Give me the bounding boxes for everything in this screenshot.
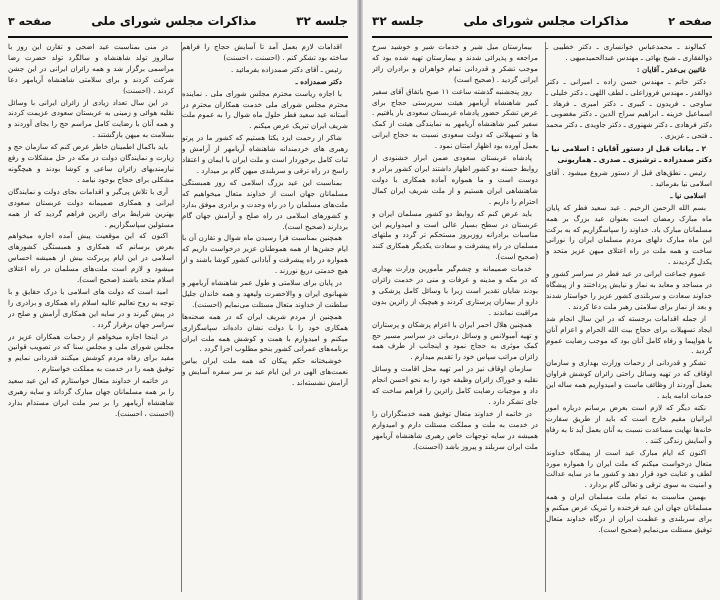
paragraph: دکتر حاتم ـ مهندس حسن زاده ـ امیرانی ـ دکتر ذوالقدر ـ مهندس فروزاعلی ـ لطف اللهی ـ دکتر خلیلی ـ ساوجی ـ فریدون ـ کبیری ـ دکتر امیری ـ فرهاد ـ اسماعیل خزینه ـ ابراهیم سراج الدین ـ دکتر مغضوبی ـ دکتر فرهادی ـ دکتر شهنوری ـ دکتر جاویدی ـ دکتر محمد ـ فتحی ـ عزیزی . — [546, 76, 712, 141]
right-column-left — [372, 42, 538, 596]
page-header — [372, 8, 712, 34]
speaker-name: دکتر صمدزاده ـ — [295, 76, 342, 86]
paragraph: باید باکمال اطمینان خاطر عرض کنم که سازمان حج و زیارت و نمایندگان دولت در مکه در حل مشکلات و رفع نیازمندیهای زائران ساعی و کوشا بودند و هیچگونه مشکلی برای حجاج بوجود نیامد . — [8, 142, 174, 184]
paragraph: رئیس ـ نطق‌های قبل از دستور شروع میشود . آقای اسلامی نیا بفرمائید . — [546, 167, 712, 188]
page-title: مذاکرات مجلس شورای ملی — [91, 14, 257, 28]
paragraph: روز پنجشنبه گذشته ساعت ۱۱ صبح باتفاق آقای سفیر کبیر شاهنشاه آریامهر هیئت سرپرستی حجاج برای عرض تشکر حضور پادشاه عربستان سعودی بار یافتیم . سفیر کبیر شاهنشاه آریامهر به نمایندگی هیئت از کمک ها و تسهیلاتی که دولت سعودی نسبت به حجاج ایرانی بعمل آورده بود اظهار امتنان نمود . — [372, 86, 538, 151]
header-rule — [372, 36, 712, 38]
paragraph: خوشبختانه حکم پیکان که همه ملت ایران بیاس نعمت‌های الهی در این ایام عید بر سر سفره آسایش و آرامش نشسته‌اند . — [182, 356, 348, 388]
paragraph: در اینجا اجازه میخواهم از زحمات همکاران عزیز در مجلس شورای ملی و مجلس سنا که در تصویب قوانین مفید برای رفاه مردم کوشش میکنند قدردانی نمایم و توفیق همه را در خدمت به مملکت خواستارم . — [8, 331, 174, 374]
paragraph: با اجازه ریاست محترم مجلس شورای ملی . نماینده محترم مجلس شورای ملی خدمت همکاران محترم در آستانه عید سعید فطر حلول ماه شوال را به عموم ملت شریف ایران تبریک عرض میکنم . — [182, 88, 348, 131]
paragraph: در پایان برای سلامتی و طول عمر شاهنشاه آریامهر و شهبانوی ایران و والاحضرت ولیعهد و همه خاندان جلیل سلطنت از خداوند متعال مسئلت می‌نمایم (احسنت). — [182, 278, 348, 309]
paragraph: بمناسبت این عید بزرگ اسلامی که روز همبستگی مسلمانان جهان است از خداوند متعال میخواهیم که ملت‌های مسلمان را در راه وحدت و برادری موفق بدارد و کشورهای اسلامی در راه صلح و آرامش جهان گام بردارند (صحیح است). — [182, 177, 348, 231]
page-title: مذاکرات مجلس شورای ملی — [463, 14, 629, 28]
paragraph: همچنین هلال احمر ایران با اعزام پزشکان و پرستاران و تهیه آمبولانس و وسائل درمانی در سراسر مسیر حج کمک موثری به حجاج نمود و اینجانب از طرف همه زائران مراتب سپاس خود را تقدیم میدارم . — [372, 319, 538, 362]
paragraph: نکته دیگر که لازم است بعرض برسانم درباره امور ایرانیان مقیم خارج است که باید از طریق سفارت خانه‌ها نهایت مساعدت نسبت به آنان بعمل آید تا به رفاه و آسایش زندگی کنند . — [546, 403, 712, 445]
page-number: صفحه ۲ — [668, 14, 712, 28]
paragraph: بهمین مناسبت به تمام ملت مسلمان ایران و همه مسلمانان جهان این عید فرخنده را تبریک عرض میکنم و برای سربلندی و عظمت ایران از درگاه خداوند متعال توفیق مسئلت می‌نمایم (صحیح است). — [546, 492, 712, 534]
paragraph: اقدامات لازم بعمل آمد تا آسایش حجاج را فراهم ساخته بود تشکر کنم . (احسنت ، احسنت) — [182, 42, 348, 62]
speaker-name: اسلامی نیا ـ — [670, 190, 706, 200]
paragraph: در خاتمه از خداوند متعال توفیق همه خدمتگزاران را در خدمت به ملت و مملکت مسئلت دارم و امیدوارم همیشه در سایه توجهات خاص رهبری شاهنشاه آریامهر ملت ایران سربلند و پیروز باشد (احسنت). — [372, 408, 538, 451]
right-column-right — [546, 42, 712, 596]
paragraph: اکنون که این موقعیت پیش آمده اجازه میخواهم بعرض برسانم که همکاری و همبستگی کشورهای اسلامی در این ایام پربرکت بیش از همیشه احساس میشود و لازم است ملت‌های مسلمان در راه اعتلای اسلام متحد باشند (صحیح است). — [8, 231, 174, 285]
left-column-left — [8, 42, 174, 596]
paragraph: خدمات صمیمانه و چشم‌گیر مأمورین وزارت بهداری که در مکه و مدینه و عرفات و منی در خدمت زائران بودند شایان تقدیر است زیرا با وسائل کامل پزشکی و دارو از بیماران پرستاری کردند و هیچیک از زائرین بدون مراقبت نماندند . — [372, 264, 538, 317]
paragraph: از جمله اقدامات برجسته که در این سال انجام شد ایجاد تسهیلات برای حجاج بیت الله الحرام و اعزام آنان با هواپیما و رفاه کامل آنان بود که موجب رضایت عموم گردید . — [546, 313, 712, 356]
paragraph: عموم جماعت ایرانی در عید فطر در سراسر کشور و در مساجد و معابد به نماز و نیایش پرداختند و از پیشگاه خداوند سعادت و سربلندی کشور عزیز را خواستار شدند و بعد از نماز برای سلامتی رهبر ملت دعا کردند . — [546, 269, 712, 311]
paragraph: همچنین بمناسبت فرا رسیدن ماه شوال و تقارن آن با ایام جشن‌ها از همه هموطنان عزیز درخواست داریم که همواره در راه پیشرفت و آبادانی کشور کوشا باشند و از هیچ خدمتی دریغ نورزند . — [182, 233, 348, 276]
paragraph: در منی بمناسبت عید اضحی و تقارن این روز با سالروز تولد شاهنشاه و سالگرد تولد حضرت رضا مراسمی برگزار شد و همه زائران ایرانی در این جشن شرکت کردند و برای سلامتی شاهنشاه آریامهر دعا کردند . (احسنت) — [8, 42, 174, 95]
column-divider — [181, 42, 182, 592]
column-divider — [545, 42, 546, 592]
paragraph: کمالوند ـ محمدعباس خوانساری ـ دکتر خطیبی ـ ذوالفقاری ـ شیخ بهائی ـ مهندس عبدالحمیدمیهی . — [546, 42, 712, 62]
paragraph: باید عرض کنم که روابط دو کشور مسلمان ایران و عربستان در سطح بسیار عالی است و امیدواریم این مناسبات برادرانه روزبروز مستحکم تر گردد و ملتهای مسلمان در راه پیشرفت و سعادت یکدیگر همکاری کنند (صحیح است). — [372, 208, 538, 262]
paragraph: آری با تلاش پی‌گیر و اقدامات بجای دولت و نمایندگان ایرانی و همکاری صمیمانه دولت عربستان سعودی بهترین شرایط برای زائرین فراهم گردید که از همه مسئولین سپاسگزاریم . — [8, 186, 174, 229]
session-label: جلسه ۳۲ — [296, 14, 348, 28]
paragraph: تشکر و قدردانی از زحمات وزارت بهداری و سازمان اوقاف که در تهیه وسائل راحتی زائران کوشش فراوان بعمل آوردند از وظائف ماست و امیدواریم همه ساله این خدمات ادامه یابد . — [546, 358, 712, 401]
speaker-name: غائبین بی‌عذر ـ آقایان : — [636, 64, 706, 74]
session-label: جلسه ۳۲ — [372, 14, 424, 28]
page-header — [8, 8, 348, 34]
header-rule — [8, 36, 348, 38]
paragraph: همچنین از مردم شریف ایران که در همه صحنه‌ها همکاری خود را با دولت نشان داده‌اند سپاسگزاری میکنم و امیدوارم با همت و کوشش همه ملت ایران برنامه‌های عمرانی کشور بنحو مطلوب اجرا گردد . — [182, 311, 348, 354]
paragraph: رئیس ـ آقای دکتر صمدزاده بفرمائید . — [231, 64, 342, 74]
paragraph: شاکر از رحمت ایزد یکتا هستیم که کشور ما در پرتو رهبری های خردمندانه شاهنشاه آریامهر از آرامش و ثبات کامل برخوردار است و ملت ایران با ایمان و اعتقاد راسخ در راه ترقی و سربلندی میهن گام بر میدارد . — [182, 133, 348, 175]
paragraph: سازمان اوقاف نیز در امر تهیه محل اقامت و وسائل نقلیه و خوراک زائران وظیفه خود را به نحو احسن انجام داد و موجبات رضایت کامل زائرین را فراهم ساخت که جای تشکر دارد . — [372, 364, 538, 406]
left-page — [0, 0, 356, 600]
left-column-right — [182, 42, 348, 596]
paragraph: در خاتمه از خداوند متعال خواستارم که این عید سعید را بر همه مسلمانان جهان مبارک گرداند و سایه رهبری شاهنشاه آریامهر را بر سر ملت ایران مستدام بدارد (احسنت ، احسنت). — [8, 376, 174, 418]
paragraph: امید است که دولت های اسلامی با درک حقایق و با توجه به روح تعالیم عالیه اسلام راه همکاری و برادری را در پیش گیرند و در سایه این همکاری آرامش و صلح در سراسر جهان برقرار گردد . — [8, 286, 174, 329]
paragraph: بیمارستان میل شیر و خدمات شیر و خوشید سرخ مراجعه و پذیرائی شدند و بیمارستان تهیه شده بود که موجب تشکر و قدردانی تمام خواهران و برادران زائر ایرانی گردید . (صحیح است) — [372, 42, 538, 84]
paragraph: پادشاه عربستان سعودی ضمن ابراز خشنودی از روابط حسنه دو کشور اظهار داشتند ایران کشور برادر و دوست است و ما همواره آماده همکاری با دولت شاهنشاهی ایران هستیم و از ملت شریف ایران کمال احترام را داریم . — [372, 153, 538, 206]
section-heading: ۲ ـ بیانات قبل از دستور آقایان : اسلامی نیا ـ دکتر صمدزاده ـ ترشیزی ـ صدری ـ هماریونی — [546, 144, 712, 165]
right-page — [364, 0, 720, 600]
paragraph: در این سال تعداد زیادی از زائران ایرانی با وسائل نقلیه هوائی و زمینی به عربستان سعودی عزیمت کردند و همه آنان با رضایت کامل مراسم حج را بجای آوردند و بسلامت به میهن بازگشتند . — [8, 97, 174, 140]
paragraph: اکنون که ایام مبارک عید است از پیشگاه خداوند متعال درخواست میکنم که ملت ایران را همواره مورد لطف و عنایت خود قرار دهد و کشور ما در سایه عدالت و امنیت به سوی ترقی و تعالی گام بردارد . — [546, 447, 712, 490]
page-number: صفحه ۳ — [8, 14, 52, 28]
page-fold — [357, 0, 363, 600]
paragraph: بسم الله الرحمن الرحیم . عید سعید فطر که پایان ماه مبارک رمضان است بعنوان عید بزرگ بر همه مسلمانان مبارک باد. خداوند را سپاسگزاریم که به برکت این ماه مبارک دلهای مردم مسلمان ایران را نورانی ساخت و همه ملت در راه اعتلای میهن عزیز متحد و یکدل گردیدند . — [546, 202, 712, 267]
